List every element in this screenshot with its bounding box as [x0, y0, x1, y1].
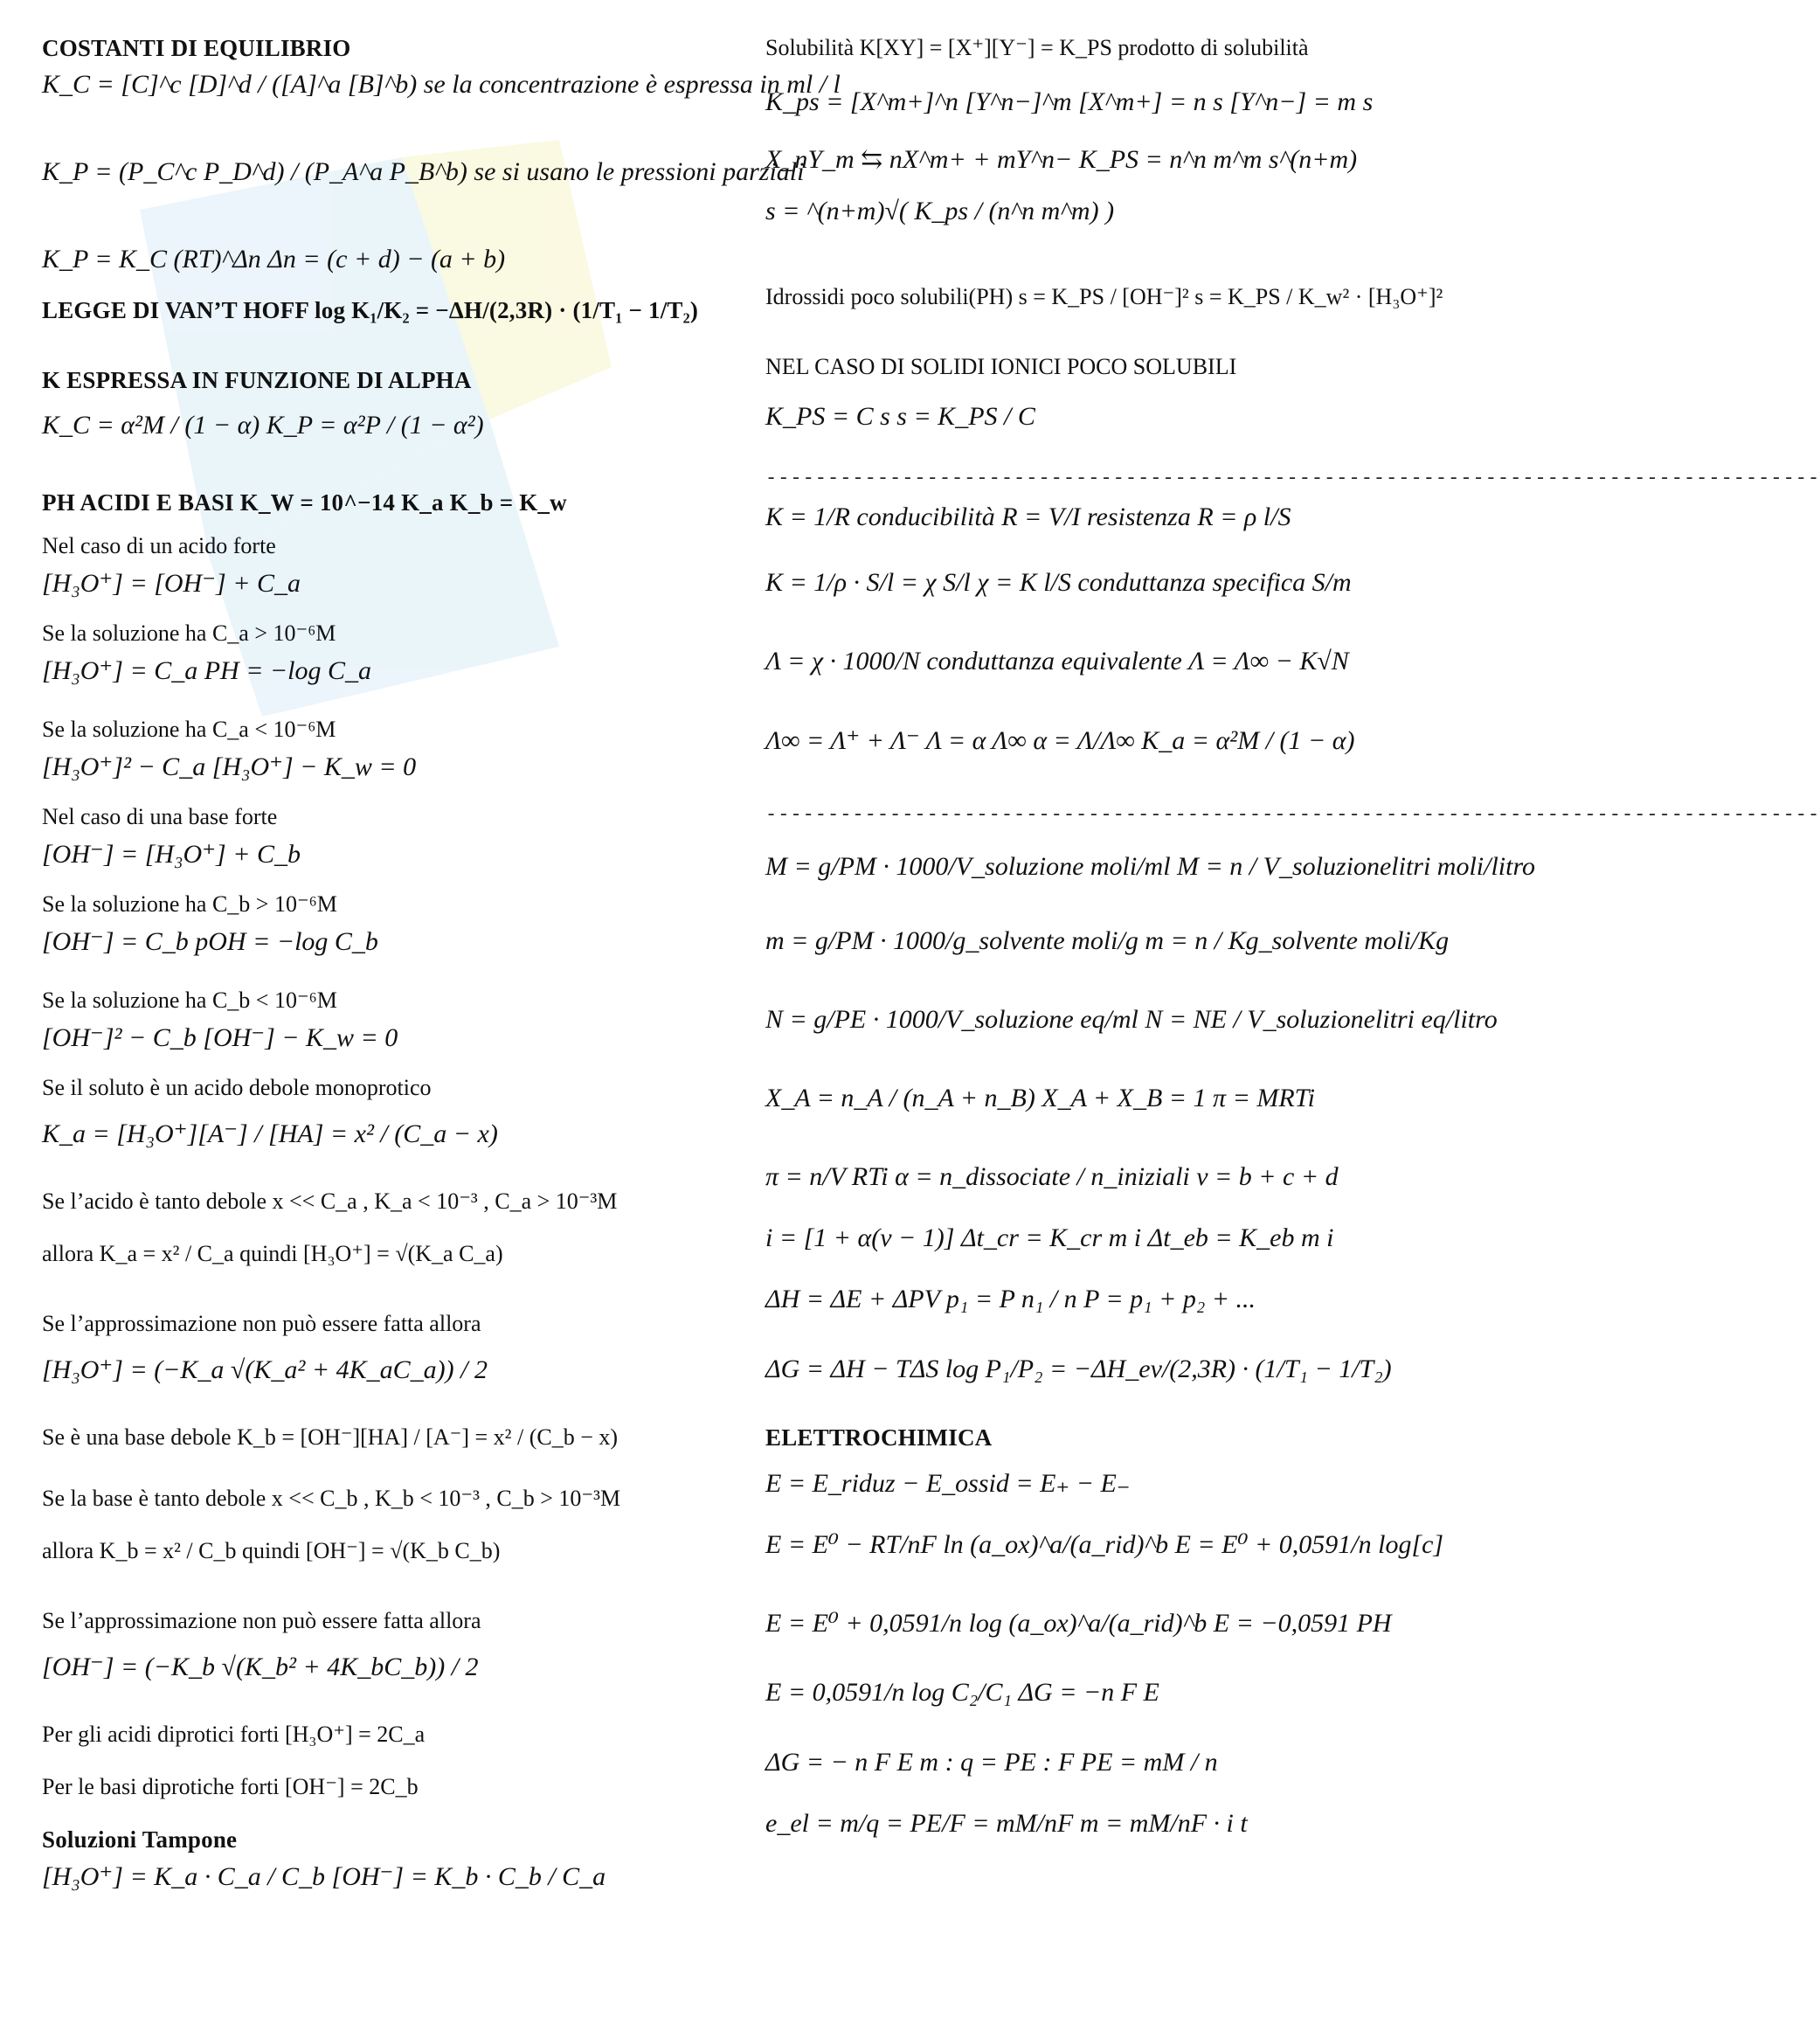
left-text-line: Se l’approssimazione non può essere fatta allora	[42, 1311, 481, 1336]
left-text-line: Se la soluzione ha C_a < 10⁻⁶M	[42, 717, 336, 742]
left-text-line: Se la soluzione ha C_b < 10⁻⁶M	[42, 987, 337, 1013]
right-formula: K_ps = [X^m+]^n [Y^n−]^m [X^m+] = n s [Y^n−] = m s	[765, 87, 1374, 116]
right-formula: π = n/V RTi α = n_dissociate / n_iniziali ν = b + c + d	[765, 1162, 1339, 1191]
left-formula: K_P = (P_C^c P_D^d) / (P_A^a P_B^b) se si usano le pressioni parziali	[42, 157, 805, 186]
left-formula: [H₃O⁺] = [OH⁻] + C_a	[42, 569, 301, 598]
left-text-line: Nel caso di un acido forte	[42, 533, 276, 558]
left-text-line: Se il soluto è un acido debole monoprotico	[42, 1075, 432, 1100]
right-formula: ΔG = − n F E m : q = PE : F PE = mM / n	[765, 1748, 1218, 1777]
right-formula: E = E⁰ + 0,0591/n log (a_ox)^a/(a_rid)^b E = −0,0591 PH	[765, 1609, 1392, 1638]
right-formula: Λ∞ = Λ⁺ + Λ⁻ Λ = α Λ∞ α = Λ/Λ∞ K_a = α²M / (1 − α)	[765, 726, 1355, 755]
right-formula: X_nY_m ⇆ nX^m+ + mY^n− K_PS = n^n m^m s^(n+m)	[765, 145, 1358, 174]
right-formula: i = [1 + α(ν − 1)] Δt_cr = K_cr m i Δt_eb = K_eb m i	[765, 1223, 1334, 1252]
left-text-line: allora K_a = x² / C_a quindi [H₃O⁺] = √(K_a C_a)	[42, 1241, 503, 1266]
right-formula: ΔH = ΔE + ΔPV p₁ = P n₁ / n P = p₁ + p₂ + ...	[765, 1285, 1256, 1313]
left-text-line: Se la base è tanto debole x << C_b , K_b < 10⁻³ , C_b > 10⁻³M	[42, 1486, 621, 1511]
right-text-line: NEL CASO DI SOLIDI IONICI POCO SOLUBILI	[765, 354, 1237, 379]
right-formula: ΔG = ΔH − TΔS log P₁/P₂ = −ΔH_ev/(2,3R) · (1/T₁ − 1/T₂)	[765, 1355, 1392, 1383]
right-separator: -------------------------------------------------------------------------------------	[765, 804, 1820, 826]
left-formula: [OH⁻] = [H₃O⁺] + C_b	[42, 840, 301, 869]
left-formula: [OH⁻] = (−K_b √(K_b² + 4K_bC_b)) / 2	[42, 1653, 479, 1681]
right-heading: ELETTROCHIMICA	[765, 1424, 993, 1451]
left-heading: Soluzioni Tampone	[42, 1826, 238, 1853]
left-formula: [H₃O⁺]² − C_a [H₃O⁺] − K_w = 0	[42, 752, 417, 781]
left-text-line: Per gli acidi diprotici forti [H₃O⁺] = 2C_a	[42, 1722, 426, 1747]
left-formula: K_P = K_C (RT)^Δn Δn = (c + d) − (a + b)	[42, 245, 506, 274]
right-formula: E = 0,0591/n log C₂/C₁ ΔG = −n F E	[765, 1678, 1159, 1707]
right-formula: s = ^(n+m)√( K_ps / (n^n m^m) )	[765, 197, 1115, 225]
left-text-line: Per le basi diprotiche forti [OH⁻] = 2C_b	[42, 1774, 419, 1799]
right-formula: X_A = n_A / (n_A + n_B) X_A + X_B = 1 π = MRTi	[765, 1084, 1316, 1112]
left-text-line: Nel caso di una base forte	[42, 804, 278, 829]
left-heading: COSTANTI DI EQUILIBRIO	[42, 35, 351, 61]
left-text-line: Se la soluzione ha C_a > 10⁻⁶M	[42, 620, 336, 646]
right-formula: K = 1/R conducibilità R = V/I resistenza R = ρ l/S	[765, 502, 1291, 531]
right-formula: N = g/PE · 1000/V_soluzione eq/ml N = NE / V_soluzionelitri eq/litro	[765, 1005, 1498, 1034]
left-text-line: Se l’approssimazione non può essere fatta allora	[42, 1608, 481, 1633]
right-formula: M = g/PM · 1000/V_soluzione moli/ml M = n / V_soluzionelitri moli/litro	[765, 852, 1536, 881]
left-text-line: Se è una base debole K_b = [OH⁻][HA] / [A⁻] = x² / (C_b − x)	[42, 1424, 619, 1450]
right-formula: E = E⁰ − RT/nF ln (a_ox)^a/(a_rid)^b E = E⁰ + 0,0591/n log[c]	[765, 1530, 1444, 1559]
left-formula: K_C = [C]^c [D]^d / ([A]^a [B]^b) se la concentrazione è espressa in ml / l	[42, 70, 841, 99]
left-formula: K_C = α²M / (1 − α) K_P = α²P / (1 − α²)	[42, 411, 484, 440]
left-formula: [OH⁻] = C_b pOH = −log C_b	[42, 927, 378, 956]
right-formula: Λ = χ · 1000/N conduttanza equivalente Λ = Λ∞ − K√N	[765, 647, 1349, 676]
right-formula: m = g/PM · 1000/g_solvente moli/g m = n / Kg_solvente moli/Kg	[765, 926, 1450, 955]
left-text-line: Se la soluzione ha C_b > 10⁻⁶M	[42, 891, 337, 917]
left-heading: LEGGE DI VAN’T HOFF log K₁/K₂ = −ΔH/(2,3R) · (1/T₁ − 1/T₂)	[42, 297, 699, 323]
left-text-line: allora K_b = x² / C_b quindi [OH⁻] = √(K_b C_b)	[42, 1538, 501, 1563]
left-heading: PH ACIDI E BASI K_W = 10^−14 K_a K_b = K_w	[42, 489, 567, 516]
right-text-line: Idrossidi poco solubili(PH) s = K_PS / [OH⁻]² s = K_PS / K_w² · [H₃O⁺]²	[765, 284, 1443, 309]
right-formula: E = E_riduz − E_ossid = E₊ − E₋	[765, 1469, 1131, 1498]
right-separator: -------------------------------------------------------------------------------------	[765, 468, 1820, 489]
left-formula: [H₃O⁺] = K_a · C_a / C_b [OH⁻] = K_b · C_b / C_a	[42, 1862, 606, 1891]
left-formula: [OH⁻]² − C_b [OH⁻] − K_w = 0	[42, 1023, 398, 1052]
right-formula: K = 1/ρ · S/l = χ S/l χ = K l/S conduttanza specifica S/m	[765, 568, 1352, 597]
left-text-line: Se l’acido è tanto debole x << C_a , K_a < 10⁻³ , C_a > 10⁻³M	[42, 1188, 618, 1214]
left-heading: K ESPRESSA IN FUNZIONE DI ALPHA	[42, 367, 472, 393]
right-formula: e_el = m/q = PE/F = mM/nF m = mM/nF · i t	[765, 1809, 1248, 1838]
left-formula: K_a = [H₃O⁺][A⁻] / [HA] = x² / (C_a − x)	[42, 1119, 498, 1148]
left-formula: [H₃O⁺] = C_a PH = −log C_a	[42, 656, 372, 685]
left-formula: [H₃O⁺] = (−K_a √(K_a² + 4K_aC_a)) / 2	[42, 1355, 488, 1384]
right-text-line: Solubilità K[XY] = [X⁺][Y⁻] = K_PS prodotto di solubilità	[765, 35, 1309, 60]
right-formula: K_PS = C s s = K_PS / C	[765, 402, 1035, 431]
